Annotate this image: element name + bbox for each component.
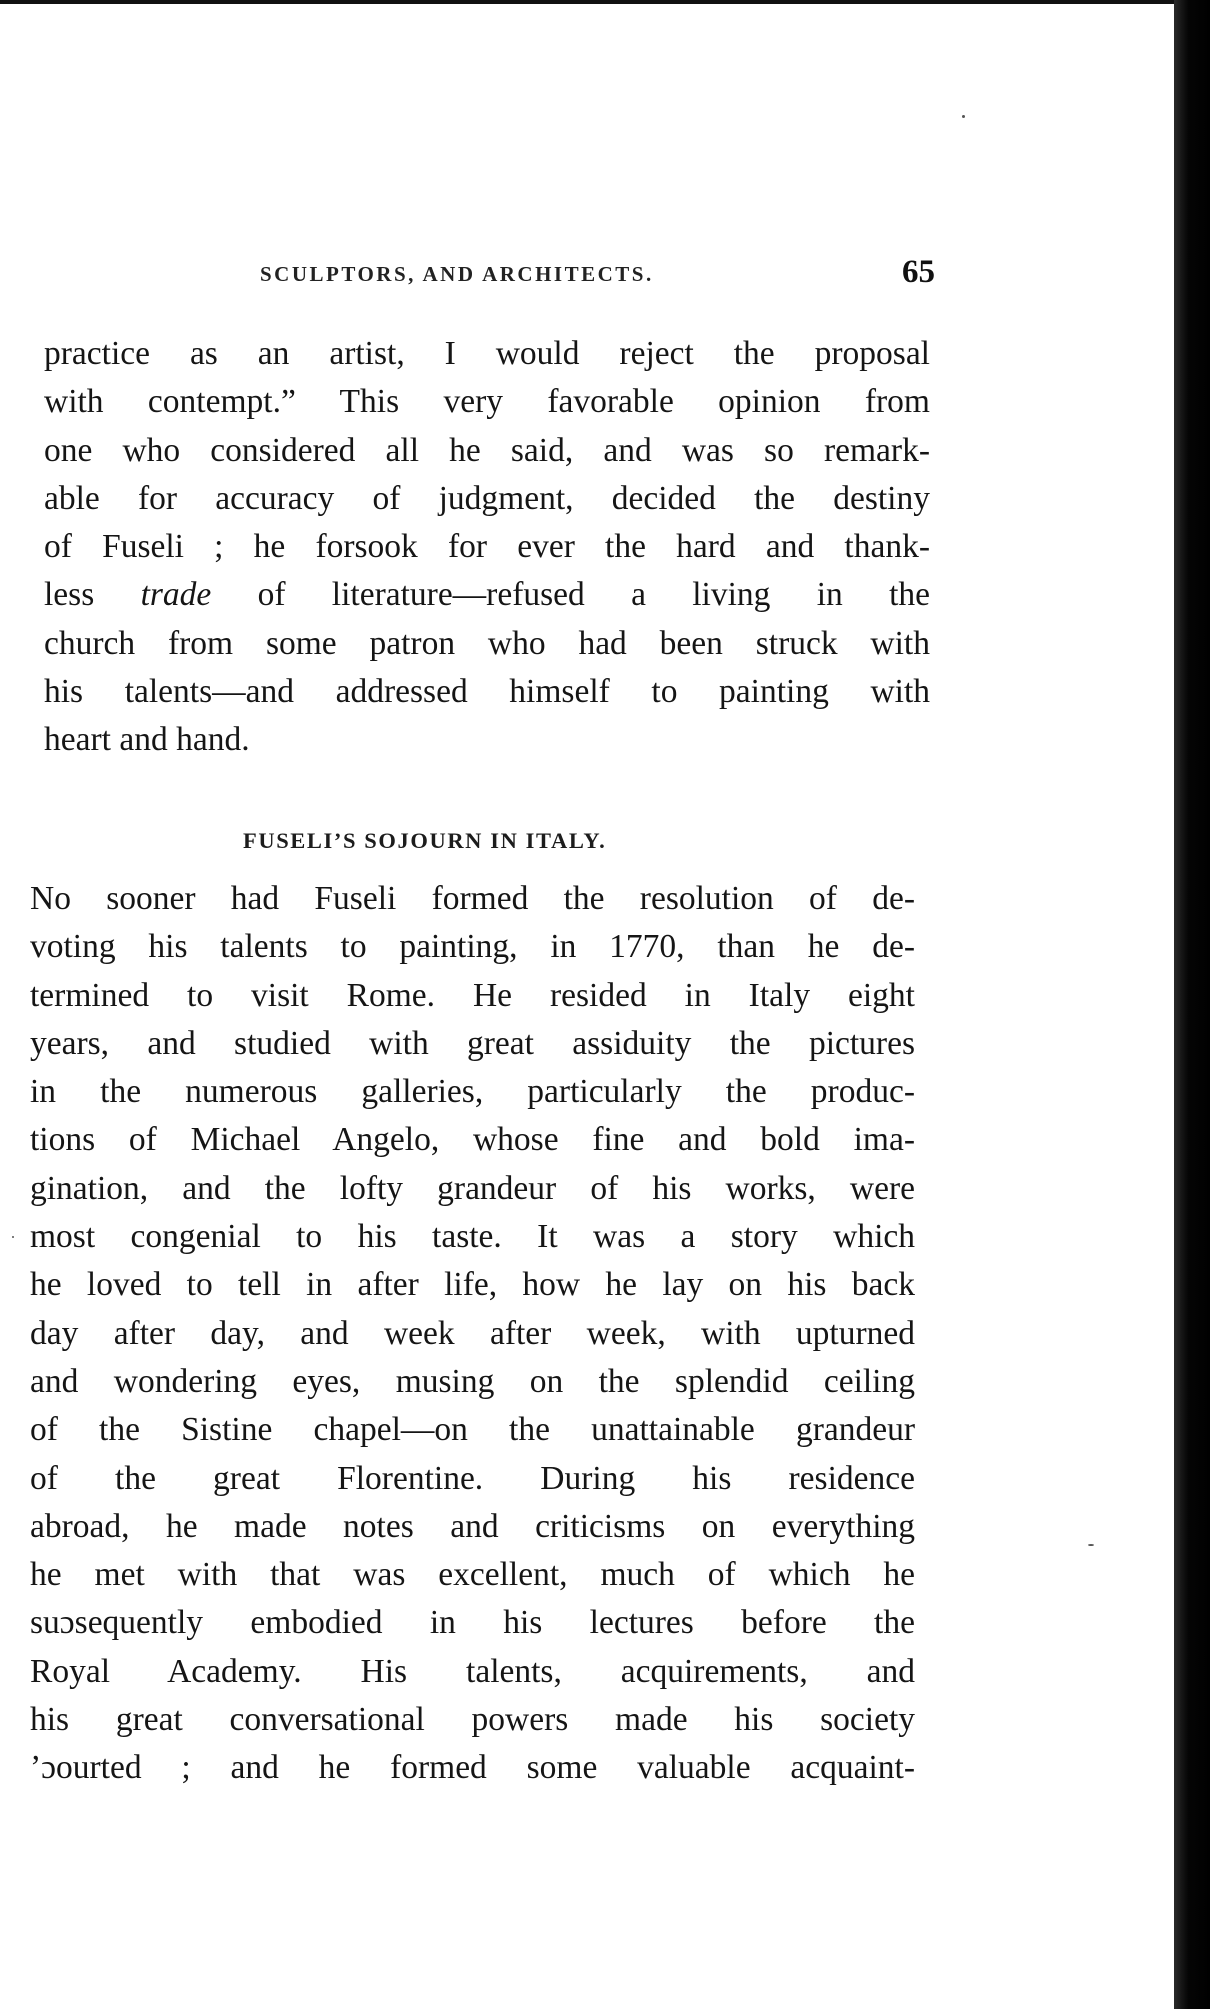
text-line: most congenial to his taste. It was a story which xyxy=(30,1218,915,1256)
running-title: SCULPTORS, AND ARCHITECTS. xyxy=(260,262,654,286)
text-line: he loved to tell in after life, how he lay on his back xyxy=(30,1266,915,1304)
text-line: ’ɔourted ; and he formed some valuable acquaint- xyxy=(30,1749,915,1787)
text-line: tions of Michael Angelo, whose fine and bold ima- xyxy=(30,1121,915,1159)
italic-word: trade xyxy=(140,576,212,614)
text-line: with contempt.” This very favorable opinion from xyxy=(44,383,930,421)
text-line: of Fuseli ; he forsook for ever the hard and thank- xyxy=(44,528,930,566)
text-line: able for accuracy of judgment, decided the destiny xyxy=(44,479,930,517)
paragraph-2 xyxy=(30,875,915,1793)
text-line: termined to visit Rome. He resided in Italy eight xyxy=(30,976,915,1014)
scan-speck xyxy=(1088,1544,1094,1546)
text-line: practice as an artist, I would reject the proposal xyxy=(44,335,930,372)
text-line-with-italic xyxy=(44,571,930,619)
text-line: in the numerous galleries, particularly the produc- xyxy=(30,1073,915,1111)
section-heading: FUSELI’S SOJOURN IN ITALY. xyxy=(243,828,607,853)
scan-speck xyxy=(962,115,965,118)
text-line: suɔsequently embodied in his lectures before the xyxy=(30,1604,915,1642)
scan-top-edge xyxy=(0,0,1210,4)
text-line: his talents—and addressed himself to painting with xyxy=(44,673,930,711)
paragraph-1 xyxy=(44,330,930,765)
scan-speck xyxy=(12,1236,14,1238)
text-fragment: less xyxy=(44,576,141,614)
text-line: of the Sistine chapel—on the unattainable grandeur xyxy=(30,1411,915,1449)
running-head xyxy=(260,254,935,298)
text-line: abroad, he made notes and criticisms on everything xyxy=(30,1507,915,1545)
text-line: and wondering eyes, musing on the splendid ceiling xyxy=(30,1362,915,1400)
text-line: gination, and the lofty grandeur of his works, were xyxy=(30,1169,915,1207)
text-line: voting his talents to painting, in 1770, than he de- xyxy=(30,928,915,966)
scan-right-edge xyxy=(1174,0,1210,2009)
text-line: church from some patron who had been struck with xyxy=(44,624,930,662)
page-number: 65 xyxy=(902,254,935,290)
text-line: heart and hand. xyxy=(44,721,250,759)
text-line: years, and studied with great assiduity the pictures xyxy=(30,1024,915,1062)
text-line: No sooner had Fuseli formed the resolution of de- xyxy=(30,880,915,917)
text-line: Royal Academy. His talents, acquirements, and xyxy=(30,1652,915,1690)
text-line: of the great Florentine. During his residence xyxy=(30,1459,915,1497)
text-line: his great conversational powers made his society xyxy=(30,1701,915,1739)
text-line: day after day, and week after week, with upturned xyxy=(30,1314,915,1352)
text-fragment: of literature—refused a living in the xyxy=(211,576,931,614)
text-line: he met with that was excellent, much of which he xyxy=(30,1556,915,1594)
text-line: one who considered all he said, and was so remark- xyxy=(44,431,930,469)
